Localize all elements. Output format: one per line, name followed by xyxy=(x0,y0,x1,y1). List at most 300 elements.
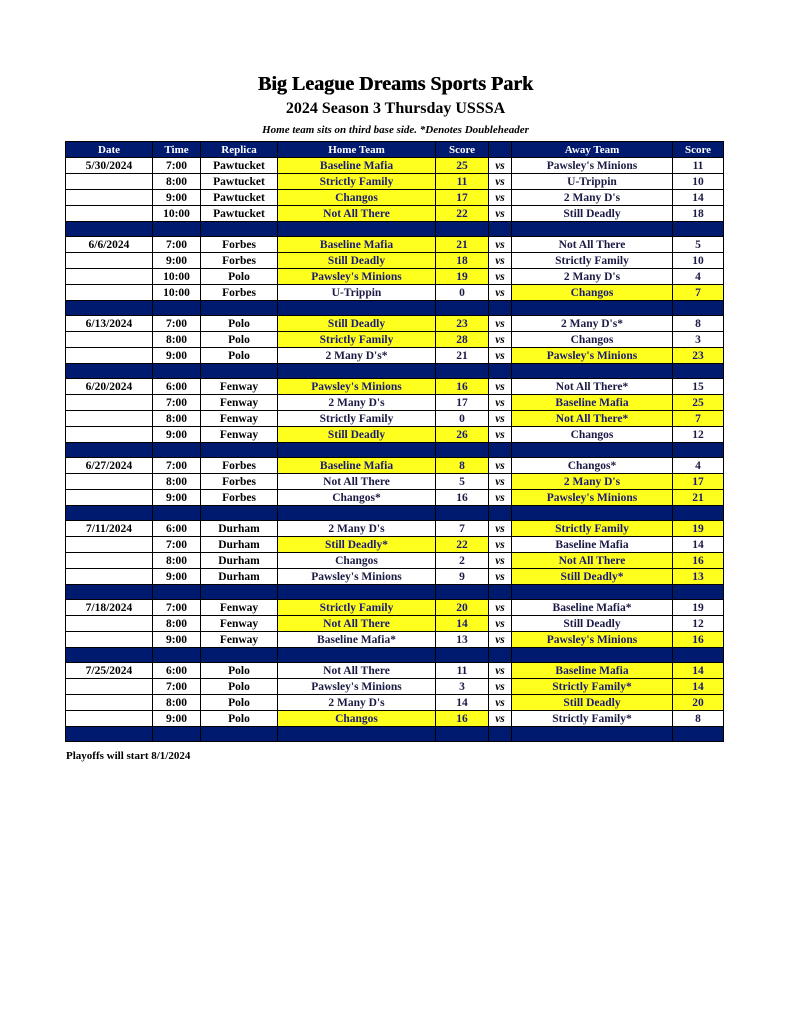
vs-label: vs xyxy=(489,174,512,190)
table-row xyxy=(66,427,724,443)
game-replica: Forbes xyxy=(201,285,278,301)
table-row xyxy=(66,600,724,616)
away-score: 18 xyxy=(673,206,724,222)
home-team: Pawsley's Minions xyxy=(278,679,436,695)
away-team: Still Deadly* xyxy=(512,569,673,585)
away-team: Pawsley's Minions xyxy=(512,490,673,506)
home-score: 21 xyxy=(436,237,489,253)
away-team: Baseline Mafia* xyxy=(512,600,673,616)
page-subtitle: 2024 Season 3 Thursday USSSA xyxy=(285,100,506,117)
separator-cell xyxy=(673,222,724,237)
game-date xyxy=(66,711,153,727)
table-row xyxy=(66,269,724,285)
home-score: 17 xyxy=(436,395,489,411)
game-date xyxy=(66,474,153,490)
game-date xyxy=(66,411,153,427)
home-score: 18 xyxy=(436,253,489,269)
home-team: 2 Many D's xyxy=(278,695,436,711)
home-score: 7 xyxy=(436,521,489,537)
separator-cell xyxy=(489,222,512,237)
home-team: Still Deadly xyxy=(278,253,436,269)
home-team: Not All There xyxy=(278,663,436,679)
game-replica: Fenway xyxy=(201,427,278,443)
away-score: 20 xyxy=(673,695,724,711)
separator-cell xyxy=(436,585,489,600)
game-date: 6/13/2024 xyxy=(66,316,153,332)
week-separator xyxy=(66,585,724,600)
game-date xyxy=(66,616,153,632)
week-separator xyxy=(66,301,724,316)
table-row xyxy=(66,237,724,253)
separator-cell xyxy=(278,443,436,458)
home-team: Not All There xyxy=(278,616,436,632)
separator-cell xyxy=(489,301,512,316)
game-replica: Polo xyxy=(201,316,278,332)
vs-label: vs xyxy=(489,553,512,569)
separator-cell xyxy=(512,506,673,521)
home-team: Changos xyxy=(278,553,436,569)
separator-cell xyxy=(436,301,489,316)
away-score: 11 xyxy=(673,158,724,174)
away-team: Changos* xyxy=(512,458,673,474)
away-score: 13 xyxy=(673,569,724,585)
vs-label: vs xyxy=(489,569,512,585)
home-score: 5 xyxy=(436,474,489,490)
col-header-away-team: Away Team xyxy=(512,142,673,158)
separator-cell xyxy=(673,648,724,663)
vs-label: vs xyxy=(489,616,512,632)
home-score: 16 xyxy=(436,490,489,506)
separator-cell xyxy=(673,301,724,316)
game-time: 6:00 xyxy=(153,521,201,537)
game-time: 6:00 xyxy=(153,379,201,395)
game-date xyxy=(66,553,153,569)
home-score: 23 xyxy=(436,316,489,332)
away-score: 12 xyxy=(673,427,724,443)
vs-label: vs xyxy=(489,490,512,506)
home-score: 22 xyxy=(436,537,489,553)
game-date xyxy=(66,253,153,269)
away-score: 23 xyxy=(673,348,724,364)
separator-cell xyxy=(201,648,278,663)
separator-cell xyxy=(66,364,153,379)
week-separator xyxy=(66,648,724,663)
home-team: U-Trippin xyxy=(278,285,436,301)
away-team: Strictly Family* xyxy=(512,679,673,695)
vs-label: vs xyxy=(489,632,512,648)
away-team: Baseline Mafia xyxy=(512,395,673,411)
game-replica: Forbes xyxy=(201,490,278,506)
away-team: Baseline Mafia xyxy=(512,663,673,679)
away-team: Not All There* xyxy=(512,379,673,395)
home-team: 2 Many D's xyxy=(278,521,436,537)
vs-label: vs xyxy=(489,285,512,301)
game-time: 9:00 xyxy=(153,490,201,506)
away-score: 19 xyxy=(673,521,724,537)
vs-label: vs xyxy=(489,537,512,553)
away-team: Changos xyxy=(512,285,673,301)
away-score: 14 xyxy=(673,190,724,206)
away-score: 8 xyxy=(673,316,724,332)
vs-label: vs xyxy=(489,190,512,206)
vs-label: vs xyxy=(489,600,512,616)
game-time: 7:00 xyxy=(153,679,201,695)
vs-label: vs xyxy=(489,316,512,332)
vs-label: vs xyxy=(489,332,512,348)
week-separator xyxy=(66,727,724,742)
game-replica: Fenway xyxy=(201,632,278,648)
game-replica: Forbes xyxy=(201,474,278,490)
game-replica: Pawtucket xyxy=(201,174,278,190)
game-replica: Forbes xyxy=(201,253,278,269)
home-score: 14 xyxy=(436,695,489,711)
table-row xyxy=(66,616,724,632)
game-time: 7:00 xyxy=(153,600,201,616)
separator-cell xyxy=(278,222,436,237)
table-row xyxy=(66,632,724,648)
home-score: 0 xyxy=(436,411,489,427)
away-team: 2 Many D's xyxy=(512,190,673,206)
table-row xyxy=(66,458,724,474)
vs-label: vs xyxy=(489,458,512,474)
separator-cell xyxy=(66,585,153,600)
away-score: 19 xyxy=(673,600,724,616)
separator-cell xyxy=(153,301,201,316)
game-date: 6/6/2024 xyxy=(66,237,153,253)
home-team: Still Deadly xyxy=(278,427,436,443)
away-team: Still Deadly xyxy=(512,616,673,632)
table-row xyxy=(66,537,724,553)
away-team: Pawsley's Minions xyxy=(512,632,673,648)
game-replica: Fenway xyxy=(201,379,278,395)
playoffs-note: Playoffs will start 8/1/2024 xyxy=(66,750,191,762)
game-time: 10:00 xyxy=(153,206,201,222)
table-row xyxy=(66,490,724,506)
separator-cell xyxy=(201,222,278,237)
game-replica: Forbes xyxy=(201,237,278,253)
game-replica: Polo xyxy=(201,348,278,364)
away-score: 4 xyxy=(673,269,724,285)
separator-cell xyxy=(201,364,278,379)
col-header-time: Time xyxy=(153,142,201,158)
game-time: 8:00 xyxy=(153,474,201,490)
separator-cell xyxy=(489,364,512,379)
game-replica: Polo xyxy=(201,695,278,711)
separator-cell xyxy=(278,506,436,521)
away-score: 14 xyxy=(673,663,724,679)
game-date xyxy=(66,174,153,190)
home-score: 26 xyxy=(436,427,489,443)
separator-cell xyxy=(66,648,153,663)
separator-cell xyxy=(201,585,278,600)
game-time: 7:00 xyxy=(153,237,201,253)
home-team: Changos xyxy=(278,711,436,727)
table-row xyxy=(66,569,724,585)
header-note: Home team sits on third base side. *Denotes Doubleheader xyxy=(262,124,529,136)
game-time: 7:00 xyxy=(153,316,201,332)
game-replica: Fenway xyxy=(201,616,278,632)
game-time: 9:00 xyxy=(153,190,201,206)
game-date: 6/20/2024 xyxy=(66,379,153,395)
vs-label: vs xyxy=(489,427,512,443)
home-score: 19 xyxy=(436,269,489,285)
away-score: 14 xyxy=(673,679,724,695)
separator-cell xyxy=(436,727,489,742)
game-replica: Polo xyxy=(201,679,278,695)
table-row xyxy=(66,379,724,395)
game-replica: Fenway xyxy=(201,395,278,411)
away-score: 16 xyxy=(673,632,724,648)
separator-cell xyxy=(512,222,673,237)
home-score: 13 xyxy=(436,632,489,648)
home-score: 22 xyxy=(436,206,489,222)
home-team: Baseline Mafia xyxy=(278,237,436,253)
home-score: 21 xyxy=(436,348,489,364)
game-date: 7/25/2024 xyxy=(66,663,153,679)
separator-cell xyxy=(278,648,436,663)
vs-label: vs xyxy=(489,474,512,490)
game-replica: Pawtucket xyxy=(201,158,278,174)
table-row xyxy=(66,190,724,206)
game-date xyxy=(66,569,153,585)
table-row xyxy=(66,553,724,569)
game-date: 7/18/2024 xyxy=(66,600,153,616)
away-score: 8 xyxy=(673,711,724,727)
game-time: 7:00 xyxy=(153,537,201,553)
game-time: 9:00 xyxy=(153,711,201,727)
away-team: Pawsley's Minions xyxy=(512,158,673,174)
away-score: 12 xyxy=(673,616,724,632)
game-time: 8:00 xyxy=(153,695,201,711)
table-row xyxy=(66,711,724,727)
away-score: 4 xyxy=(673,458,724,474)
separator-cell xyxy=(436,443,489,458)
week-separator xyxy=(66,443,724,458)
home-score: 9 xyxy=(436,569,489,585)
vs-label: vs xyxy=(489,158,512,174)
home-team: Baseline Mafia xyxy=(278,158,436,174)
separator-cell xyxy=(201,727,278,742)
table-row xyxy=(66,663,724,679)
game-replica: Polo xyxy=(201,711,278,727)
away-team: Not All There xyxy=(512,553,673,569)
table-row xyxy=(66,521,724,537)
separator-cell xyxy=(278,585,436,600)
col-header-home-team: Home Team xyxy=(278,142,436,158)
vs-label: vs xyxy=(489,395,512,411)
game-date xyxy=(66,332,153,348)
game-replica: Forbes xyxy=(201,458,278,474)
away-team: Pawsley's Minions xyxy=(512,348,673,364)
separator-cell xyxy=(436,648,489,663)
game-replica: Durham xyxy=(201,521,278,537)
game-time: 8:00 xyxy=(153,174,201,190)
separator-cell xyxy=(66,727,153,742)
game-time: 9:00 xyxy=(153,253,201,269)
away-score: 16 xyxy=(673,553,724,569)
table-row xyxy=(66,395,724,411)
home-team: 2 Many D's xyxy=(278,395,436,411)
home-team: Not All There xyxy=(278,206,436,222)
game-date xyxy=(66,206,153,222)
table-row xyxy=(66,411,724,427)
vs-label: vs xyxy=(489,237,512,253)
home-team: Still Deadly xyxy=(278,316,436,332)
separator-cell xyxy=(436,222,489,237)
game-date xyxy=(66,348,153,364)
separator-cell xyxy=(278,364,436,379)
separator-cell xyxy=(201,443,278,458)
week-separator xyxy=(66,222,724,237)
col-header-replica: Replica xyxy=(201,142,278,158)
table-header-row xyxy=(66,142,724,158)
col-header-vs xyxy=(489,142,512,158)
separator-cell xyxy=(66,222,153,237)
home-team: Baseline Mafia* xyxy=(278,632,436,648)
separator-cell xyxy=(489,727,512,742)
home-team: Pawsley's Minions xyxy=(278,379,436,395)
game-time: 7:00 xyxy=(153,458,201,474)
table-row xyxy=(66,158,724,174)
home-team: Changos xyxy=(278,190,436,206)
page-title: Big League Dreams Sports Park xyxy=(257,73,534,95)
separator-cell xyxy=(512,364,673,379)
table-row xyxy=(66,679,724,695)
home-team: Strictly Family xyxy=(278,332,436,348)
game-time: 7:00 xyxy=(153,395,201,411)
game-date xyxy=(66,190,153,206)
game-date xyxy=(66,490,153,506)
away-team: Strictly Family* xyxy=(512,711,673,727)
away-team: Still Deadly xyxy=(512,206,673,222)
away-team: Strictly Family xyxy=(512,521,673,537)
vs-label: vs xyxy=(489,663,512,679)
game-date: 5/30/2024 xyxy=(66,158,153,174)
game-time: 9:00 xyxy=(153,569,201,585)
game-date: 7/11/2024 xyxy=(66,521,153,537)
separator-cell xyxy=(512,301,673,316)
separator-cell xyxy=(153,443,201,458)
week-separator xyxy=(66,506,724,521)
game-date xyxy=(66,285,153,301)
separator-cell xyxy=(512,648,673,663)
separator-cell xyxy=(489,443,512,458)
separator-cell xyxy=(489,648,512,663)
game-time: 10:00 xyxy=(153,285,201,301)
separator-cell xyxy=(153,506,201,521)
table-row xyxy=(66,206,724,222)
schedule-body xyxy=(66,158,724,742)
away-team: U-Trippin xyxy=(512,174,673,190)
game-replica: Durham xyxy=(201,553,278,569)
away-score: 17 xyxy=(673,474,724,490)
game-replica: Pawtucket xyxy=(201,190,278,206)
separator-cell xyxy=(673,364,724,379)
game-time: 8:00 xyxy=(153,616,201,632)
game-time: 7:00 xyxy=(153,158,201,174)
home-score: 28 xyxy=(436,332,489,348)
vs-label: vs xyxy=(489,521,512,537)
home-score: 16 xyxy=(436,711,489,727)
game-date xyxy=(66,679,153,695)
separator-cell xyxy=(153,585,201,600)
home-team: Pawsley's Minions xyxy=(278,269,436,285)
home-team: Pawsley's Minions xyxy=(278,569,436,585)
separator-cell xyxy=(489,506,512,521)
game-time: 8:00 xyxy=(153,553,201,569)
game-time: 9:00 xyxy=(153,427,201,443)
table-row xyxy=(66,253,724,269)
separator-cell xyxy=(153,222,201,237)
home-team: Strictly Family xyxy=(278,411,436,427)
game-replica: Pawtucket xyxy=(201,206,278,222)
game-time: 9:00 xyxy=(153,348,201,364)
game-replica: Fenway xyxy=(201,411,278,427)
schedule-table xyxy=(65,141,724,742)
separator-cell xyxy=(512,727,673,742)
away-score: 3 xyxy=(673,332,724,348)
vs-label: vs xyxy=(489,253,512,269)
separator-cell xyxy=(201,506,278,521)
away-score: 25 xyxy=(673,395,724,411)
game-date xyxy=(66,537,153,553)
separator-cell xyxy=(673,506,724,521)
vs-label: vs xyxy=(489,348,512,364)
table-row xyxy=(66,474,724,490)
away-team: Not All There* xyxy=(512,411,673,427)
separator-cell xyxy=(436,506,489,521)
vs-label: vs xyxy=(489,679,512,695)
home-team: Still Deadly* xyxy=(278,537,436,553)
home-score: 14 xyxy=(436,616,489,632)
game-replica: Polo xyxy=(201,663,278,679)
game-time: 9:00 xyxy=(153,632,201,648)
col-header-away-score: Score xyxy=(673,142,724,158)
game-date xyxy=(66,395,153,411)
vs-label: vs xyxy=(489,379,512,395)
week-separator xyxy=(66,364,724,379)
home-team: Changos* xyxy=(278,490,436,506)
game-date xyxy=(66,632,153,648)
separator-cell xyxy=(673,443,724,458)
away-team: Still Deadly xyxy=(512,695,673,711)
vs-label: vs xyxy=(489,269,512,285)
separator-cell xyxy=(436,364,489,379)
game-replica: Durham xyxy=(201,537,278,553)
game-time: 10:00 xyxy=(153,269,201,285)
home-team: Strictly Family xyxy=(278,174,436,190)
separator-cell xyxy=(278,727,436,742)
vs-label: vs xyxy=(489,206,512,222)
game-replica: Durham xyxy=(201,569,278,585)
home-team: 2 Many D's* xyxy=(278,348,436,364)
separator-cell xyxy=(66,443,153,458)
game-replica: Polo xyxy=(201,332,278,348)
table-row xyxy=(66,332,724,348)
separator-cell xyxy=(489,585,512,600)
away-team: Changos xyxy=(512,427,673,443)
away-team: 2 Many D's* xyxy=(512,316,673,332)
home-team: Strictly Family xyxy=(278,600,436,616)
separator-cell xyxy=(201,301,278,316)
home-score: 25 xyxy=(436,158,489,174)
away-team: 2 Many D's xyxy=(512,474,673,490)
game-date xyxy=(66,427,153,443)
separator-cell xyxy=(153,727,201,742)
away-team: 2 Many D's xyxy=(512,269,673,285)
away-team: Baseline Mafia xyxy=(512,537,673,553)
vs-label: vs xyxy=(489,411,512,427)
